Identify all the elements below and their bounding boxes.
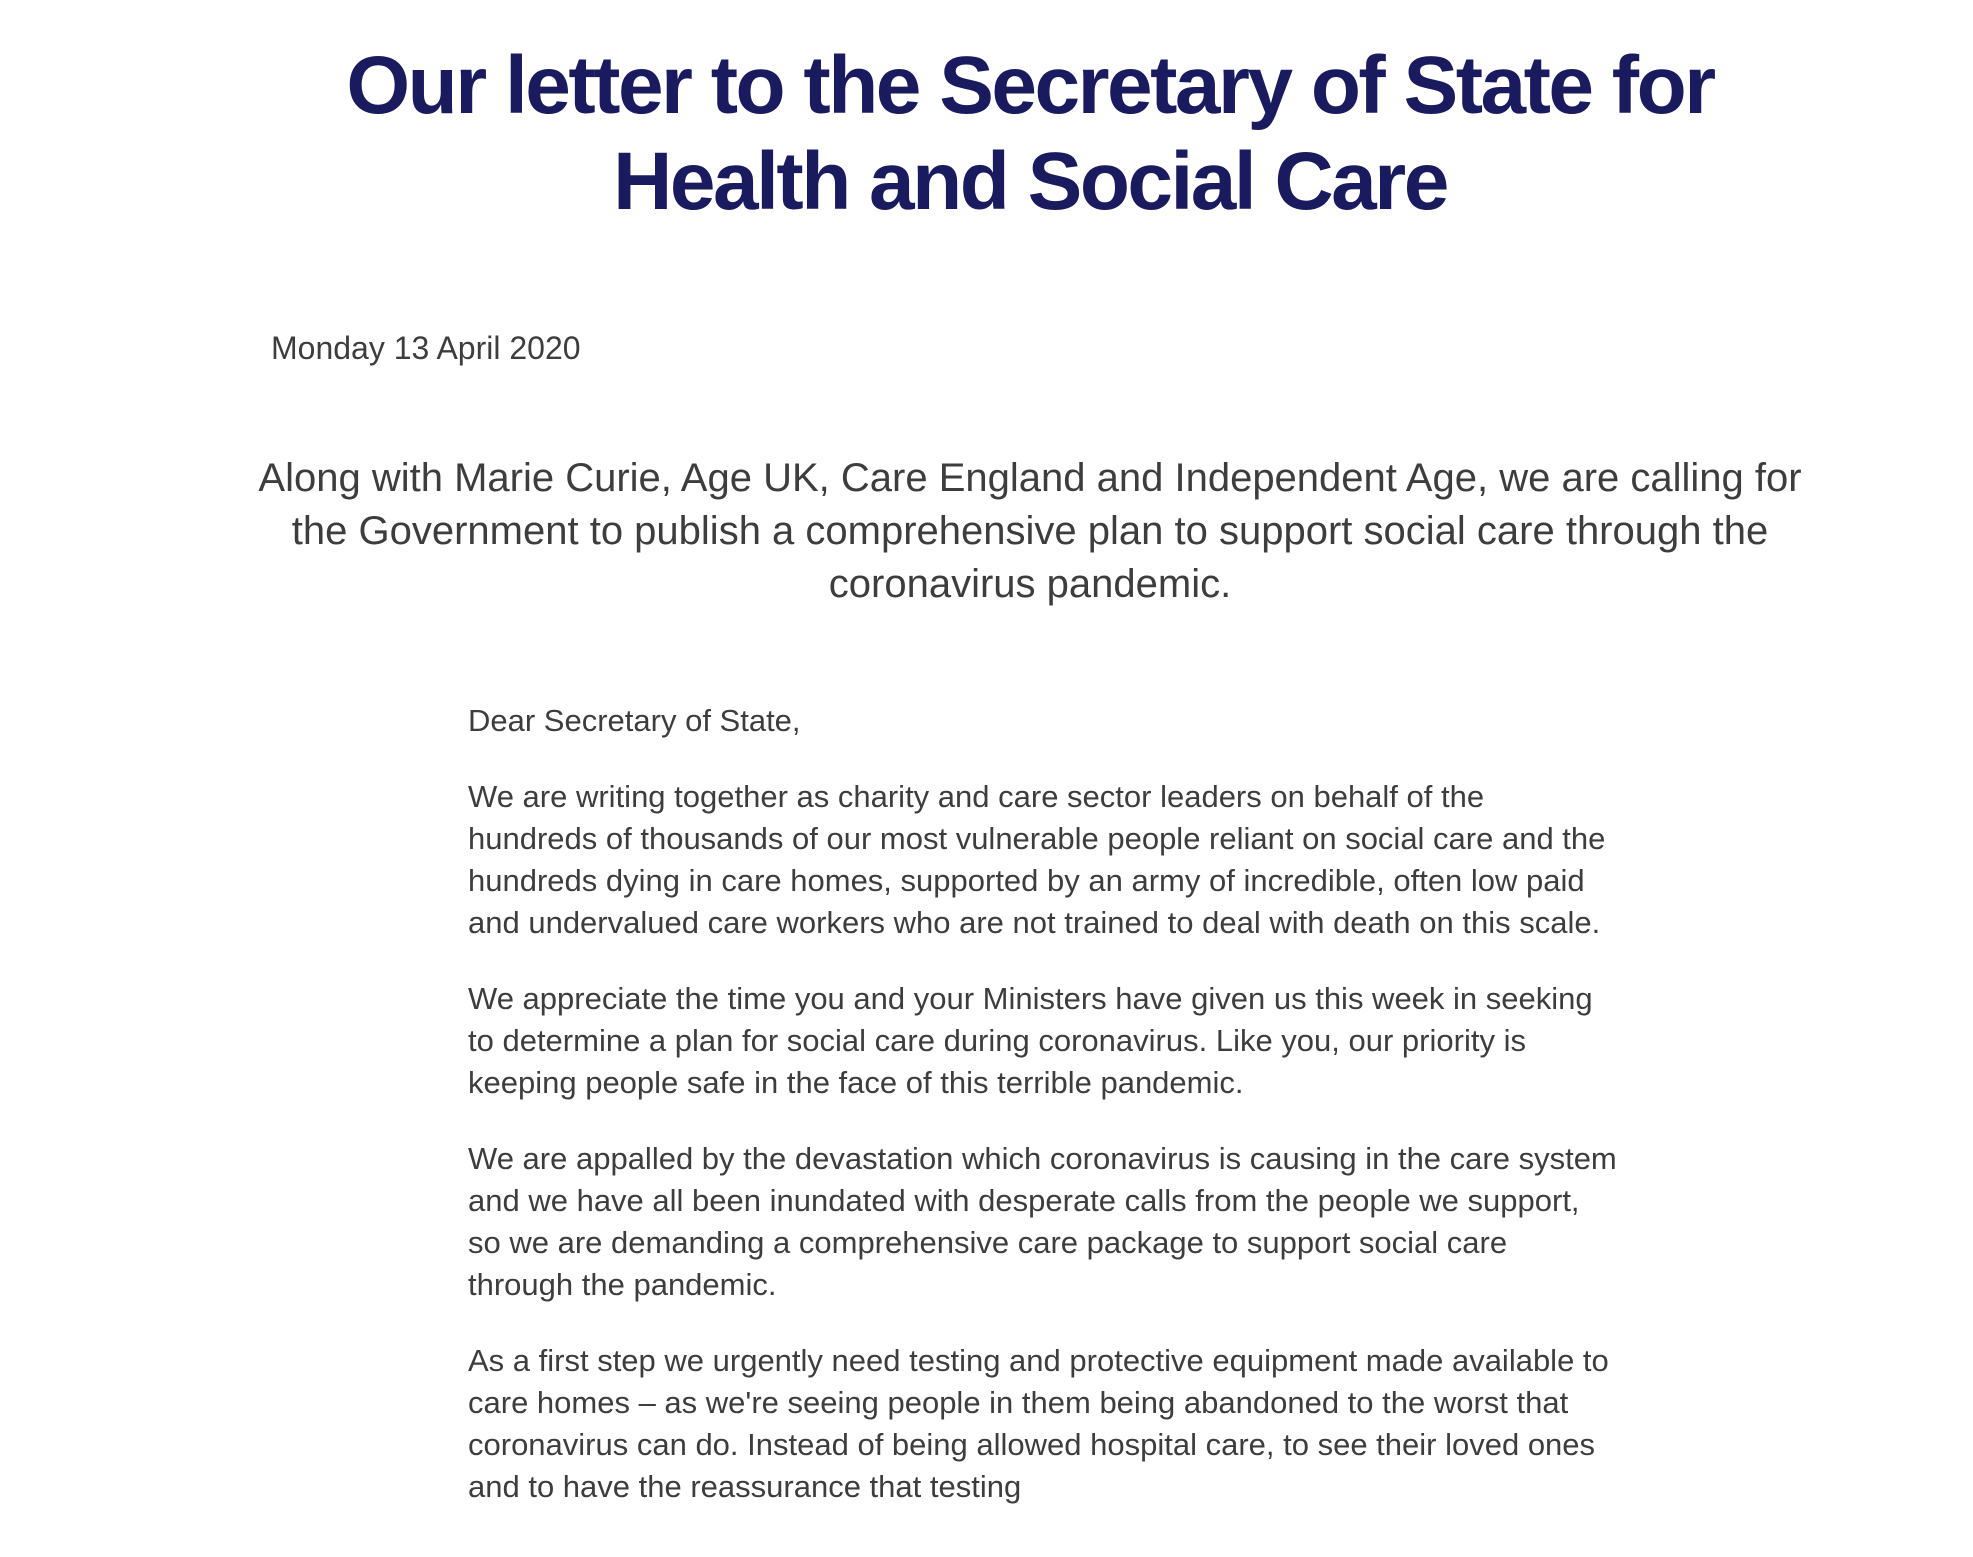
letter-salutation: Dear Secretary of State,	[468, 703, 801, 738]
letter-body	[468, 700, 1618, 1542]
letter-paragraph-2: We appreciate the time you and your Ministers have given us this week in seeking to determine a plan for social care during coronavirus. Like you, our priority is keeping people safe in the face of this terrible pandemic.	[468, 981, 1593, 1100]
page-title: Our letter to the Secretary of State for Health and Social Care	[346, 40, 1714, 227]
letter-paragraph-1: We are writing together as charity and care sector leaders on behalf of the hundreds of thousands of our most vulnerable people reliant on social care and the hundreds dying in care homes, supported by an army of incredible, often low paid and undervalued care workers who are not trained to deal with death on this scale.	[468, 779, 1606, 940]
letter-paragraph-3: We are appalled by the devastation which coronavirus is causing in the care system and we have all been inundated with desperate calls from the people we support, so we are demanding a comprehensive care package to support social care through the pandemic.	[468, 1141, 1617, 1302]
article-date: Monday 13 April 2020	[271, 330, 581, 366]
letter-paragraph-4: As a first step we urgently need testing and protective equipment made available to care homes – as we're seeing people in them being abandoned to the worst that coronavirus can do. Instead of being allowed hospital care, to see their loved ones and to have the reassurance that testing	[468, 1343, 1609, 1504]
article-intro: Along with Marie Curie, Age UK, Care England and Independent Age, we are calling for the Government to publish a comprehensive plan to support social care through the coronavirus pandemic.	[258, 456, 1802, 606]
